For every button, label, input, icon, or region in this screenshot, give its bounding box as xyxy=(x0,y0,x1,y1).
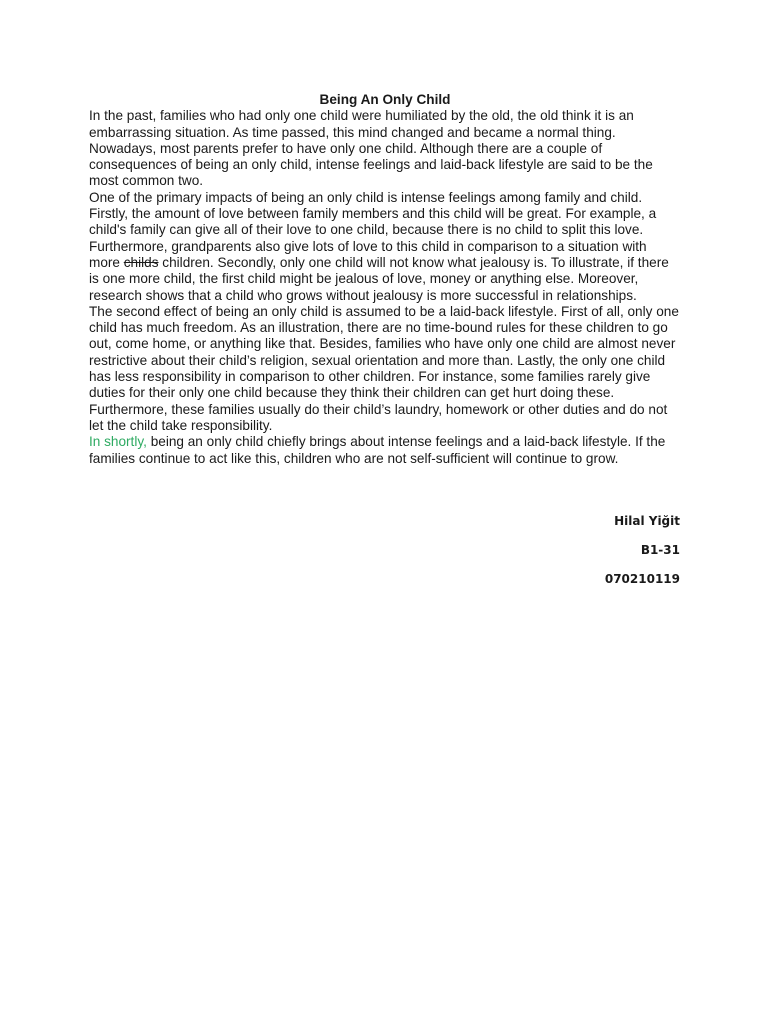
paragraph-2-text-after: children. Secondly, only one child will not know what jealousy is. To illustrate, if there is one more child, the first child might be jealous of love, money or anything else. Moreover, research shows that a child who grows without jealousy is more successful in relationships. xyxy=(89,254,669,303)
author-class: B1-31 xyxy=(640,543,680,557)
struck-word: childs xyxy=(123,254,159,270)
conclusion-text: being an only child chiefly brings about intense feelings and a laid-back lifestyle. If the families continue to act like this, children who are not self-sufficient will continue to grow. xyxy=(89,434,666,466)
paragraph-2-text-before: One of the primary impacts of being an only child is intense feelings among family and child. Firstly, the amount of love between family members and this child will be great. For example, a child's family can give all of their love to one child, because there is no child to split this love. Furthermore, grandparents also give lots of love to this child in comparison to a situation with more xyxy=(89,189,657,270)
essay-title: Being An Only Child xyxy=(319,92,451,107)
paragraph-conclusion xyxy=(89,434,681,467)
author-student-id: 070210119 xyxy=(604,572,680,586)
essay-body xyxy=(89,92,681,467)
paragraph-laid-back-lifestyle: The second effect of being an only child is assumed to be a laid-back lifestyle. First of all, only one child has much freedom. As an illustration, there are no time-bound rules for these children to go out, come home, or anything like that. Besides, families who have only one child are almost never restrictive about their child’s religion, sexual orientation and more than. Lastly, the only one child has less responsibility in comparison to other children. For instance, some families rarely give duties for their only one child because they think their children can get hurt doing these. Furthermore, these families usually do their child’s laundry, homework or other duties and do not let the child take responsibility. xyxy=(89,303,679,433)
paragraph-intro: In the past, families who had only one child were humiliated by the old, the old think it is an embarrassing situation. As time passed, this mind changed and became a normal thing. Nowadays, most parents prefer to have only one child. Although there are a couple of consequences of being an only child, intense feelings and laid-back lifestyle are said to be the most common two. xyxy=(89,108,653,189)
paragraph-intense-feelings xyxy=(89,190,681,304)
author-name: Hilal Yiğit xyxy=(614,514,680,528)
highlighted-phrase: In shortly, xyxy=(89,434,147,450)
